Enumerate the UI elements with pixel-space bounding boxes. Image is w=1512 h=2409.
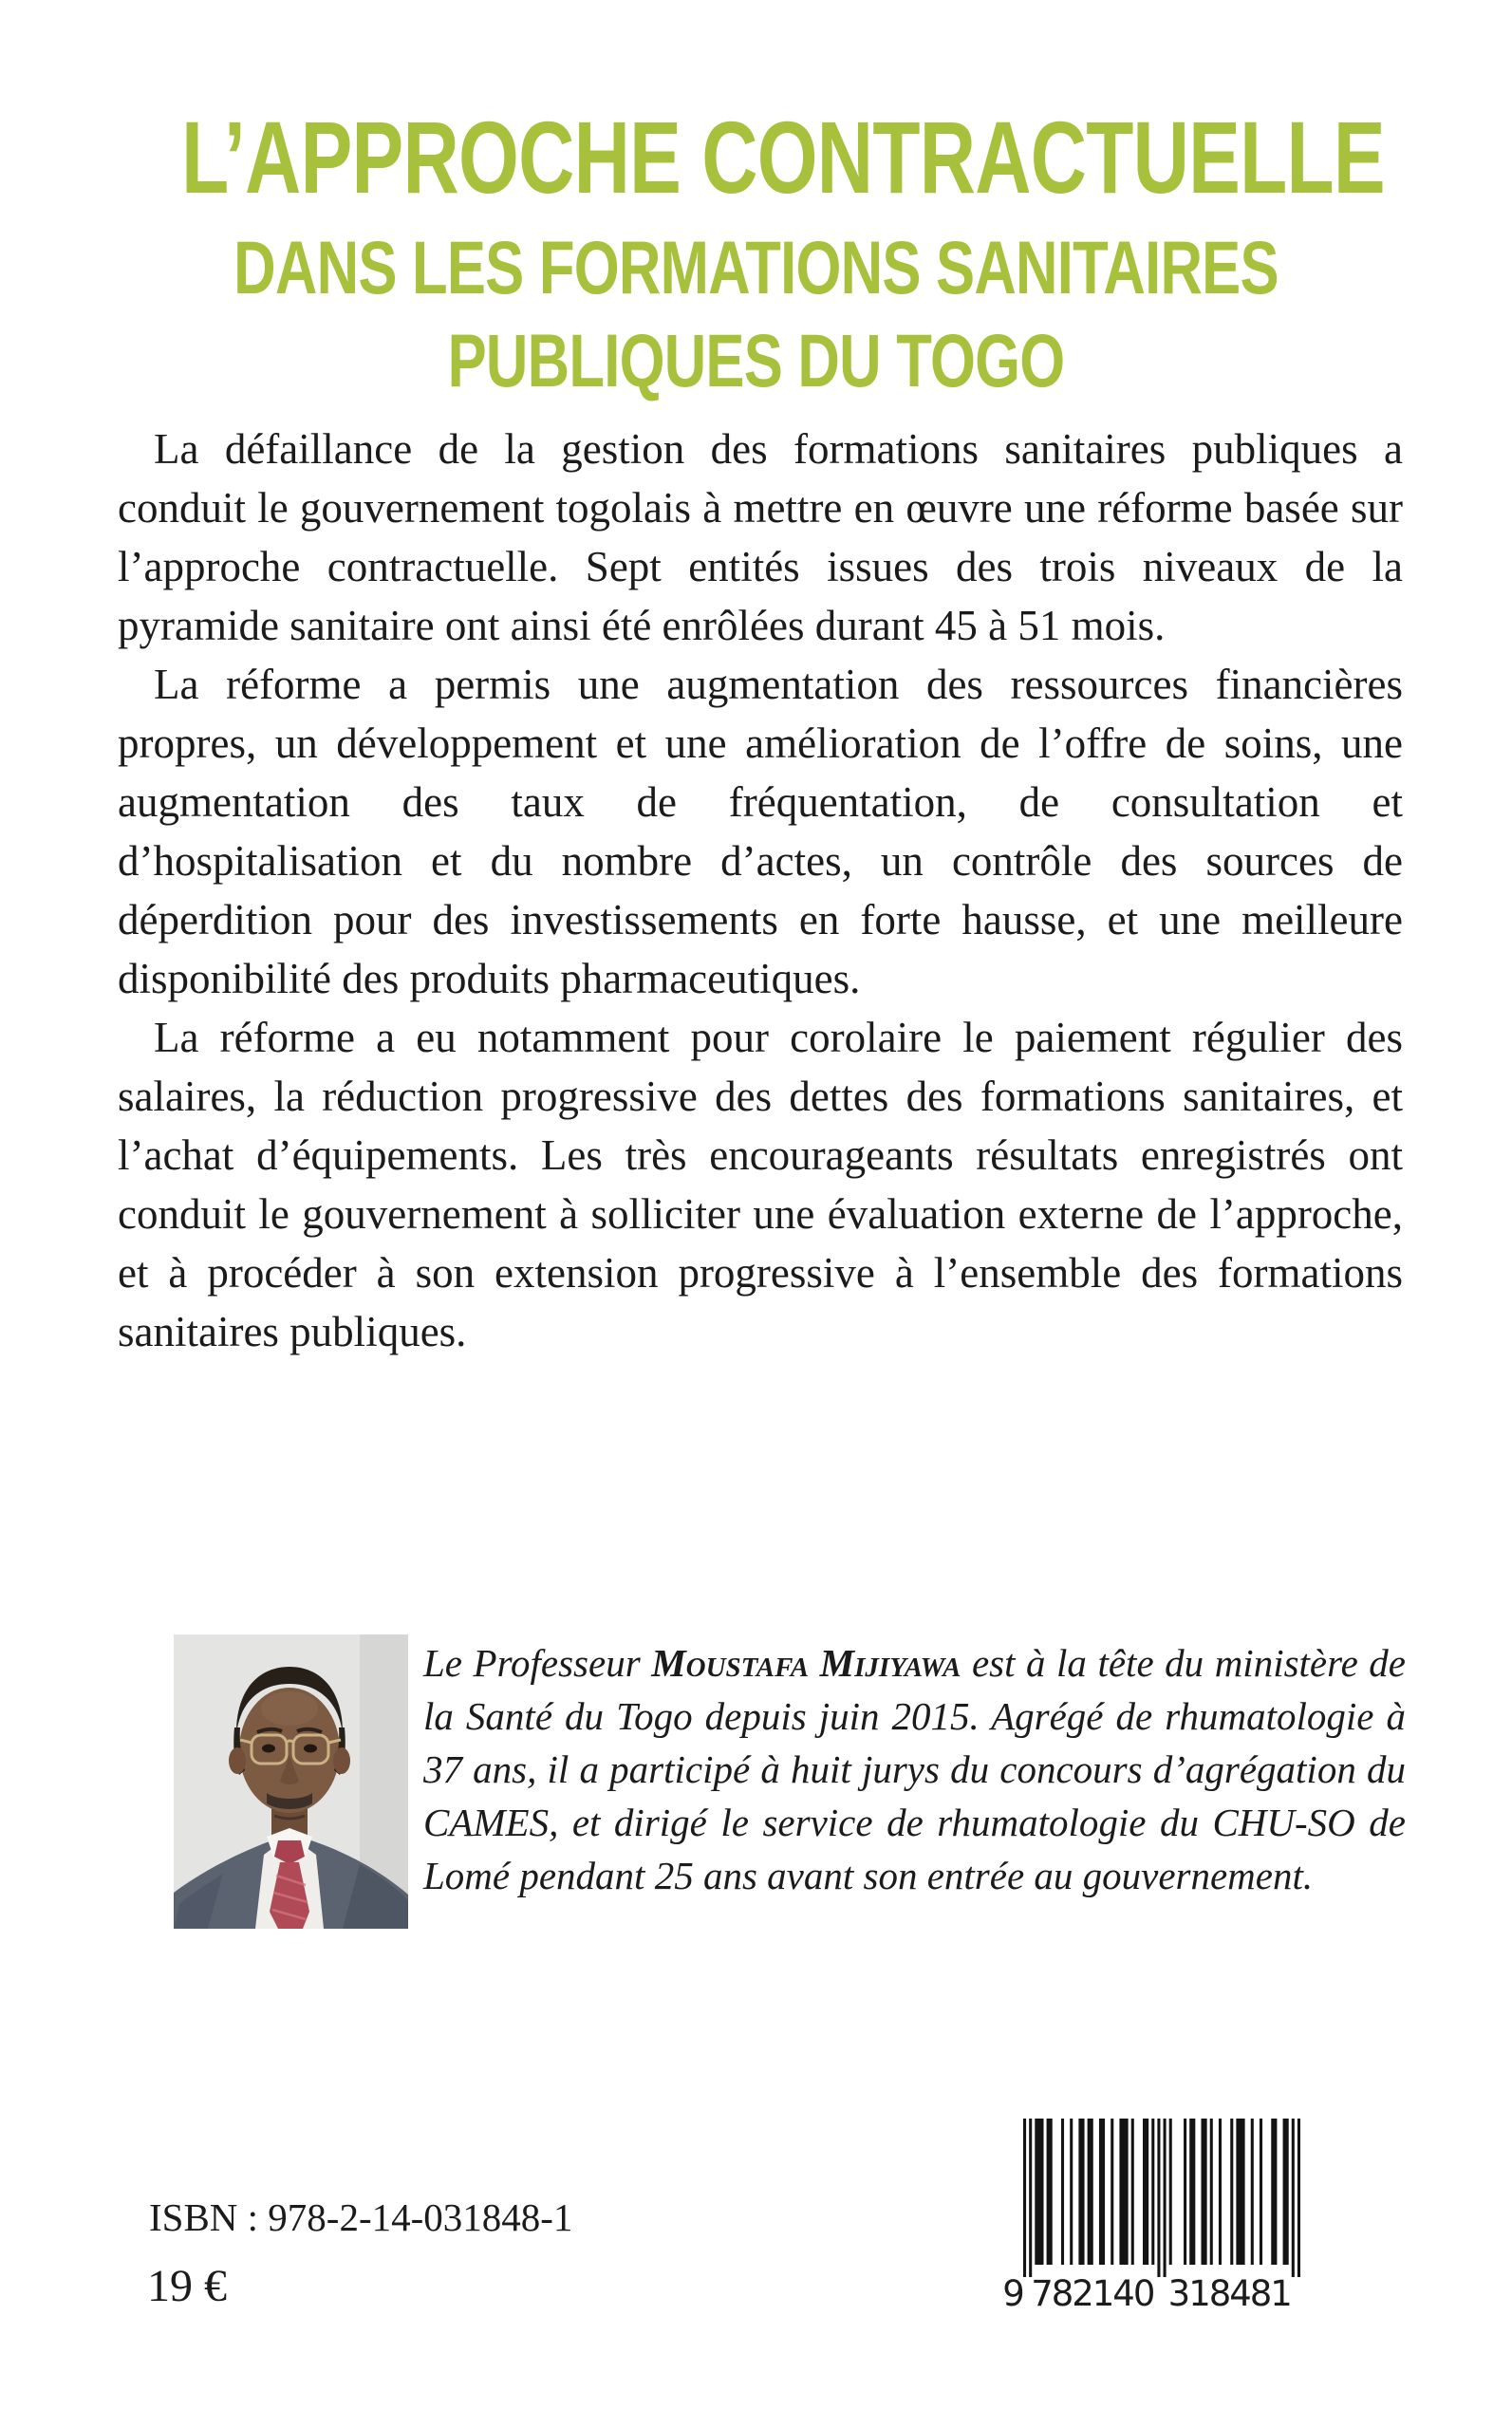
synopsis-paragraph-1: La défaillance de la gestion des formations sanitaires publiques a conduit le gouvernement togolais à mettre en œuvre une réforme basée sur l’approche contractuelle. Sept entités issues des trois niveaux de la pyramide sanitaire ont ainsi été enrôlées durant 45 à 51 mois. xyxy=(118,425,1403,649)
svg-text:7: 7 xyxy=(1031,2273,1054,2313)
ear xyxy=(229,1747,246,1774)
ear xyxy=(333,1747,350,1774)
svg-text:1: 1 xyxy=(1270,2273,1293,2313)
author-portrait-illustration xyxy=(174,1634,408,1929)
svg-text:9: 9 xyxy=(1004,2273,1025,2313)
author-photo xyxy=(174,1634,408,1929)
author-first-name: Moustafa xyxy=(651,1641,820,1685)
synopsis xyxy=(118,420,1403,1361)
svg-text:4: 4 xyxy=(1229,2273,1252,2313)
title-line-1: L’APPROCHE CONTRACTUELLE xyxy=(181,100,1385,215)
title-line-2: DANS LES FORMATIONS SANITAIRES xyxy=(233,225,1279,309)
bio-prefix: Le Professeur xyxy=(423,1641,652,1685)
svg-text:3: 3 xyxy=(1167,2273,1191,2313)
bio-text: est à la tête du ministère de la Santé du Togo depuis juin 2015. Agrégé de rhumatologie à 37 ans, il a participé à huit jurys du concours d’agrégation du CAMES, et dirigé le service de rhumatologie du CHU-SO de Lomé pendant 25 ans avant son entrée au gouvernement. xyxy=(423,1641,1406,1897)
author-bio xyxy=(423,1634,1406,1929)
tie xyxy=(270,1840,309,1929)
svg-text:4: 4 xyxy=(1112,2273,1135,2313)
eye xyxy=(304,1745,317,1753)
svg-text:2: 2 xyxy=(1072,2273,1094,2313)
eye xyxy=(262,1745,275,1753)
price-text: 19 € xyxy=(147,2261,227,2311)
book-title xyxy=(0,100,1512,416)
svg-text:8: 8 xyxy=(1249,2273,1273,2313)
svg-text:8: 8 xyxy=(1208,2273,1232,2313)
title-line-3: PUBLIQUES DU TOGO xyxy=(447,318,1065,402)
svg-text:1: 1 xyxy=(1188,2273,1211,2313)
author-last-name: Mijiyawa xyxy=(819,1641,961,1685)
author-section xyxy=(174,1634,1406,1929)
isbn-text: ISBN : 978-2-14-031848-1 xyxy=(149,2195,573,2239)
barcode-bars xyxy=(1004,2119,1300,2313)
svg-text:8: 8 xyxy=(1051,2273,1074,2313)
synopsis-paragraph-3: La réforme a eu notamment pour corolaire le paiement régulier des salaires, la réduction progressive des dettes des formations sanitaires, et l’achat d’équipements. Les très encourageants résultats enregistrés ont conduit le gouvernement à solliciter une évaluation externe de l’approche, et à procéder à son extension progressive à l’ensemble des formations sanitaires publiques. xyxy=(118,1014,1403,1355)
svg-text:0: 0 xyxy=(1132,2273,1156,2313)
barcode xyxy=(1004,2119,1300,2313)
svg-text:1: 1 xyxy=(1092,2273,1115,2313)
synopsis-paragraph-2: La réforme a permis une augmentation des ressources financières propres, un développement et une amélioration de l’offre de soins, une augmentation des taux de fréquentation, de consultation et d’hospitalisation et du nombre d’actes, un contrôle des sources de déperdition pour des investissements en forte hausse, et une meilleure disponibilité des produits pharmaceutiques. xyxy=(118,661,1403,1002)
